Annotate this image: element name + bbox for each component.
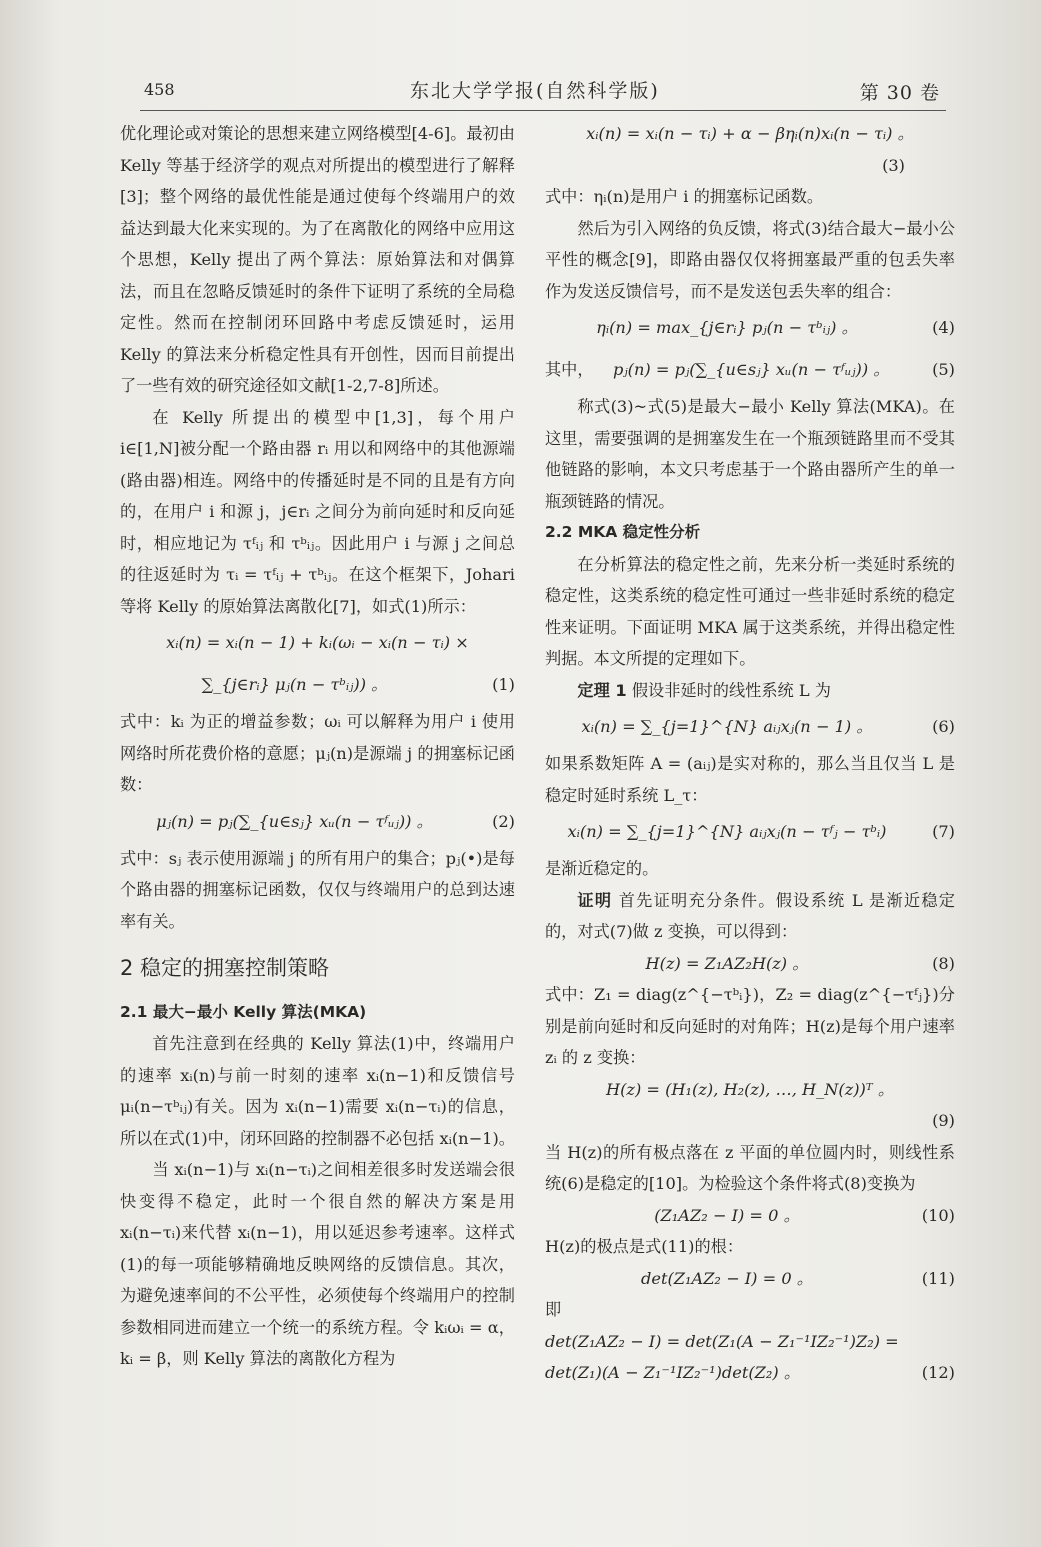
equation-5 [545,349,955,391]
equation-12-line-1 [545,1326,955,1358]
paragraph: 式中：Z₁ = diag(z^{−τᵇᵢ})，Z₂ = diag(z^{−τᶠⱼ})分别是前向延时和反向延时的对角阵；H(z)是每个用户速率 zᵢ 的 z 变换： [545,985,955,1067]
paragraph: 然后为引入网络的负反馈，将式(3)结合最大−最小公平性的概念[9]，即路由器仅仅将拥塞最严重的包丢失率作为发送反馈信号，而不是发送包丢失率的组合： [545,218,955,301]
equation: det(Z₁)(A − Z₁⁻¹IZ₂⁻¹)det(Z₂) 。 [545,1363,801,1382]
equation-12-line-2 [545,1357,955,1389]
right-column [545,118,955,1389]
equation-number: (10) [921,1205,955,1225]
paragraph: 即 [545,1300,562,1319]
equation-11 [545,1263,955,1295]
equation-8 [545,948,955,980]
proof [545,885,955,948]
paragraph: 当 H(z)的所有极点落在 z 平面的单位圆内时，则线性系统(6)是稳定的[10]。为检验这个条件将式(8)变换为 [545,1142,955,1193]
volume-label: 第 30 卷 [859,82,940,104]
paragraph: 式中：ηᵢ(n)是用户 i 的拥塞标记函数。 [545,187,824,206]
paragraph: 式中：sⱼ 表示使用源端 j 的所有用户的集合；pⱼ(•)是每个路由器的拥塞标记函数，仅仅与终端用户的总到达速率有关。 [120,848,515,931]
equation-number: (4) [932,318,955,338]
paragraph: 在分析算法的稳定性之前，先来分析一类延时系统的稳定性，这类系统的稳定性可通过一些非延时系统的稳定性来证明。下面证明 MKA 属于这类系统，并得出稳定性判据。本文所提的定理如下。 [545,554,955,668]
equation-number: (8) [932,953,955,973]
equation-number: (2) [492,811,515,831]
equation: det(Z₁AZ₂ − I) = det(Z₁(A − Z₁⁻¹IZ₂⁻¹)Z₂) = [545,1331,899,1351]
equation-number: (5) [932,360,955,380]
page-number: 458 [144,80,175,99]
equation-2 [120,801,515,843]
theorem [545,675,955,707]
paragraph: 如果系数矩阵 A = (aᵢⱼ)是实对称的，那么当且仅当 L 是稳定时延时系统 L_τ： [545,754,955,805]
equation-number: (7) [932,822,955,842]
equation: H(z) = Z₁AZ₂H(z) 。 [645,953,809,973]
equation-1-line-1 [120,622,515,664]
equation-3 [545,118,955,150]
proof-label: 证明 [577,890,613,910]
journal-title: 东北大学学报(自然科学版) [410,80,660,102]
equation: xᵢ(n) = xᵢ(n − τᵢ) + α − βηᵢ(n)xᵢ(n − τᵢ) 。 [586,124,914,143]
equation: xᵢ(n) = xᵢ(n − 1) + kᵢ(ωᵢ − xᵢ(n − τᵢ) × [166,633,469,653]
theorem-text: 假设非延时的线性系统 L 为 [631,680,831,700]
equation: ηᵢ(n) = max_{j∈rᵢ} pⱼ(n − τᵇᵢⱼ) 。 [596,318,858,338]
equation-4 [545,307,955,349]
paragraph: 当 xᵢ(n−1)与 xᵢ(n−τᵢ)之间相差很多时发送端会很快变得不稳定，此时一个很自然的解决方案是用 xᵢ(n−τᵢ)来代替 xᵢ(n−1)，用以延迟参考速率。这样式(1)的每一项能够精确地反映网络的反馈信息。其次，为避免速率间的不公平性，必须使每个终端用户的控制参数相同进而建立一个统一的系统方程。令 kᵢωᵢ = α，kᵢ = β，则 Kelly 算法的离散化方程为 [120,1160,515,1368]
paragraph: 首先注意到在经典的 Kelly 算法(1)中，终端用户的速率 xᵢ(n)与前一时刻的速率 xᵢ(n−1)和反馈信号 μᵢ(n−τᵇᵢⱼ)有关。因为 xᵢ(n−1)需要 xᵢ(n−τᵢ)的信息，所以在式(1)中，闭环回路的控制器不必包括 xᵢ(n−1)。 [120,1034,515,1148]
paragraph: H(z)的极点是式(11)的根： [545,1237,744,1256]
paragraph: 优化理论或对策论的思想来建立网络模型[4-6]。最初由 Kelly 等基于经济学的观点对所提出的模型进行了解释[3]；整个网络的最优性能是通过使每个终端用户的效益达到最大化来实现的。为了在离散化的网络中应用这个思想，Kelly 提出了两个算法：原始算法和对偶算法，而且在忽略反馈延时的条件下证明了系统的全局稳定性。然而在控制闭环回路中考虑反馈延时，运用 Kelly 的算法来分析稳定性具有开创性，因而目前提出了一些有效的研究途径如文献[1-2,7-8]所述。 [120,124,515,395]
equation-number: (6) [932,717,955,737]
equation-number: (9) [932,1111,955,1130]
equation-label: 其中， [545,360,594,380]
equation-number: (11) [921,1268,955,1288]
equation: pⱼ(n) = pⱼ(∑_{u∈sⱼ} xᵤ(n − τᶠᵤⱼ)) 。 [613,360,890,380]
paragraph: 是渐近稳定的。 [545,859,659,878]
section-heading: 2 稳定的拥塞控制策略 [120,956,330,980]
equation-9 [545,1074,955,1106]
proof-text: 首先证明充分条件。假设系统 L 是渐近稳定的，对式(7)做 z 变换，可以得到： [545,890,955,941]
paragraph: 在 Kelly 所提出的模型中[1,3]，每个用户 i∈[1,N]被分配一个路由器 rᵢ 用以和网络中的其他源端(路由器)相连。网络中的传播延时是不同的且是有方向的，在用户 i 和源 j，j∈rᵢ 之间分为前向延时和反向延时，相应地记为 τᶠᵢⱼ 和 τᵇᵢⱼ。因此用户 i 与源 j 之间总的往返延时为 τᵢ = τᶠᵢⱼ + τᵇᵢⱼ。在这个框架下，Johari 等将 Kelly 的原始算法离散化[7]，如式(1)所示： [120,407,515,616]
equation-1-line-2 [120,664,515,706]
equation: xᵢ(n) = ∑_{j=1}^{N} aᵢⱼxⱼ(n − 1) 。 [581,717,873,737]
subsection-heading: 2.2 MKA 稳定性分析 [545,523,701,541]
equation-6 [545,706,955,748]
equation: xᵢ(n) = ∑_{j=1}^{N} aᵢⱼxⱼ(n − τᶠⱼ − τᵇᵢ) [567,822,887,842]
left-column [120,118,515,1375]
equation: ∑_{j∈rᵢ} μⱼ(n − τᵇᵢⱼ)) 。 [201,675,388,695]
paragraph: 称式(3)~式(5)是最大−最小 Kelly 算法(MKA)。在这里，需要强调的是拥塞发生在一个瓶颈链路里而不受其他链路的影响，本文只考虑基于一个路由器所产生的单一瓶颈链路的情况。 [545,397,955,511]
equation-7 [545,811,955,853]
running-header [140,74,946,111]
equation-number: (3) [882,155,905,175]
equation-number: (1) [492,675,515,695]
equation: μⱼ(n) = pⱼ(∑_{u∈sⱼ} xᵤ(n − τᶠᵤⱼ)) 。 [156,811,433,831]
equation-10 [545,1200,955,1232]
equation: det(Z₁AZ₂ − I) = 0 。 [641,1268,813,1288]
paragraph: 式中：kᵢ 为正的增益参数；ωᵢ 可以解释为用户 i 使用网络时所花费价格的意愿；μⱼ(n)是源端 j 的拥塞标记函数： [120,712,515,794]
equation: (Z₁AZ₂ − I) = 0 。 [654,1205,800,1225]
equation: H(z) = (H₁(z), H₂(z), …, H_N(z))ᵀ 。 [605,1079,895,1099]
theorem-label: 定理 1 [577,680,627,700]
equation-number: (12) [921,1363,955,1382]
subsection-heading: 2.1 最大−最小 Kelly 算法(MKA) [120,1002,367,1021]
